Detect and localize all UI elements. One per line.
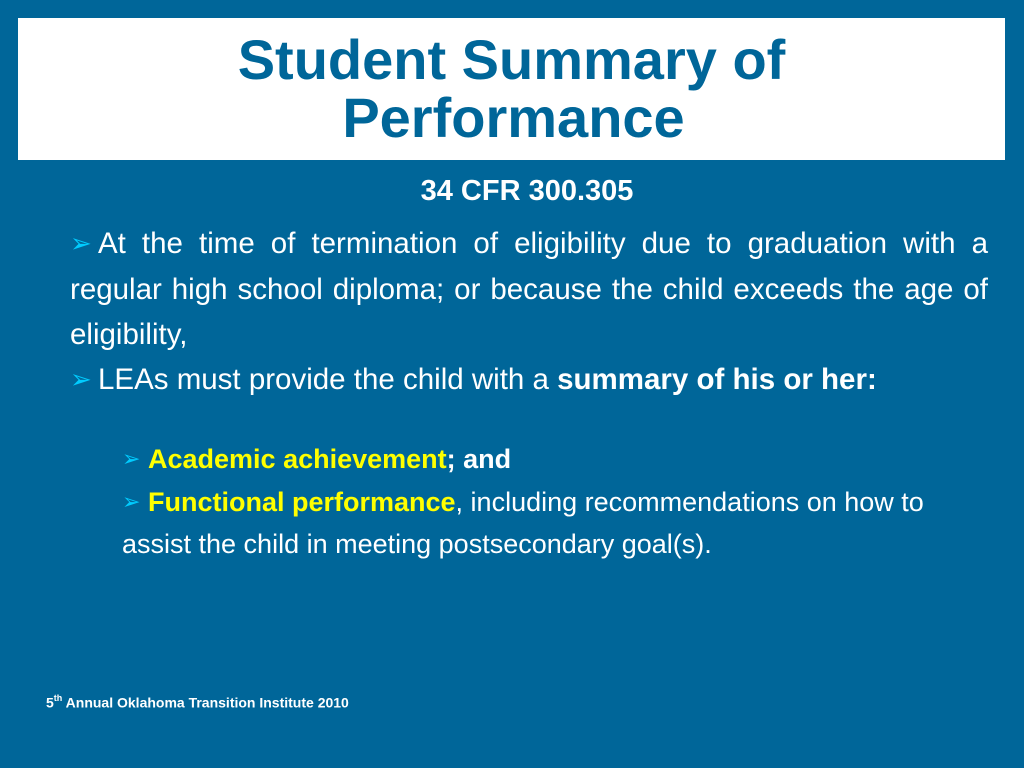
citation-heading: 34 CFR 300.305: [420, 175, 634, 207]
slide-content: [70, 221, 988, 403]
bullet-1: [70, 221, 988, 357]
title-box: [18, 18, 1005, 160]
footer-ordinal-suffix: th: [53, 693, 63, 703]
title-line-2: Performance: [342, 86, 685, 149]
arrow-bullet-icon: ➢: [122, 489, 141, 514]
arrow-bullet-icon: ➢: [122, 446, 141, 471]
slide-title: [18, 18, 1005, 147]
arrow-bullet-icon: ➢: [70, 364, 92, 394]
footer-text: Annual Oklahoma Transition Institute 2010: [62, 694, 349, 711]
bullet-1-text: At the time of termination of eligibility due to graduation with a regular high school diploma; or because the child exceeds the age of eligibility,: [70, 227, 988, 351]
academic-achievement-highlight: Academic achievement: [148, 444, 447, 474]
bullet-2-text: LEAs must provide the child with a: [98, 363, 558, 396]
title-line-1: Student Summary of: [237, 28, 786, 91]
sub-bullet-2-rest: , including recommendations on how to assist the child in meeting postsecondary goal(s).: [122, 487, 924, 559]
sub-bullet-2: [122, 482, 982, 564]
footer-number: 5: [46, 694, 54, 711]
sub-bullet-1-rest: ; and: [446, 444, 512, 474]
functional-performance-highlight: Functional performance: [148, 487, 456, 517]
arrow-bullet-icon: ➢: [70, 228, 92, 258]
bullet-2: [70, 357, 988, 403]
bullet-2-bold: summary of his or her:: [557, 363, 877, 396]
footer: [46, 694, 349, 711]
sub-bullet-1: [122, 439, 982, 481]
